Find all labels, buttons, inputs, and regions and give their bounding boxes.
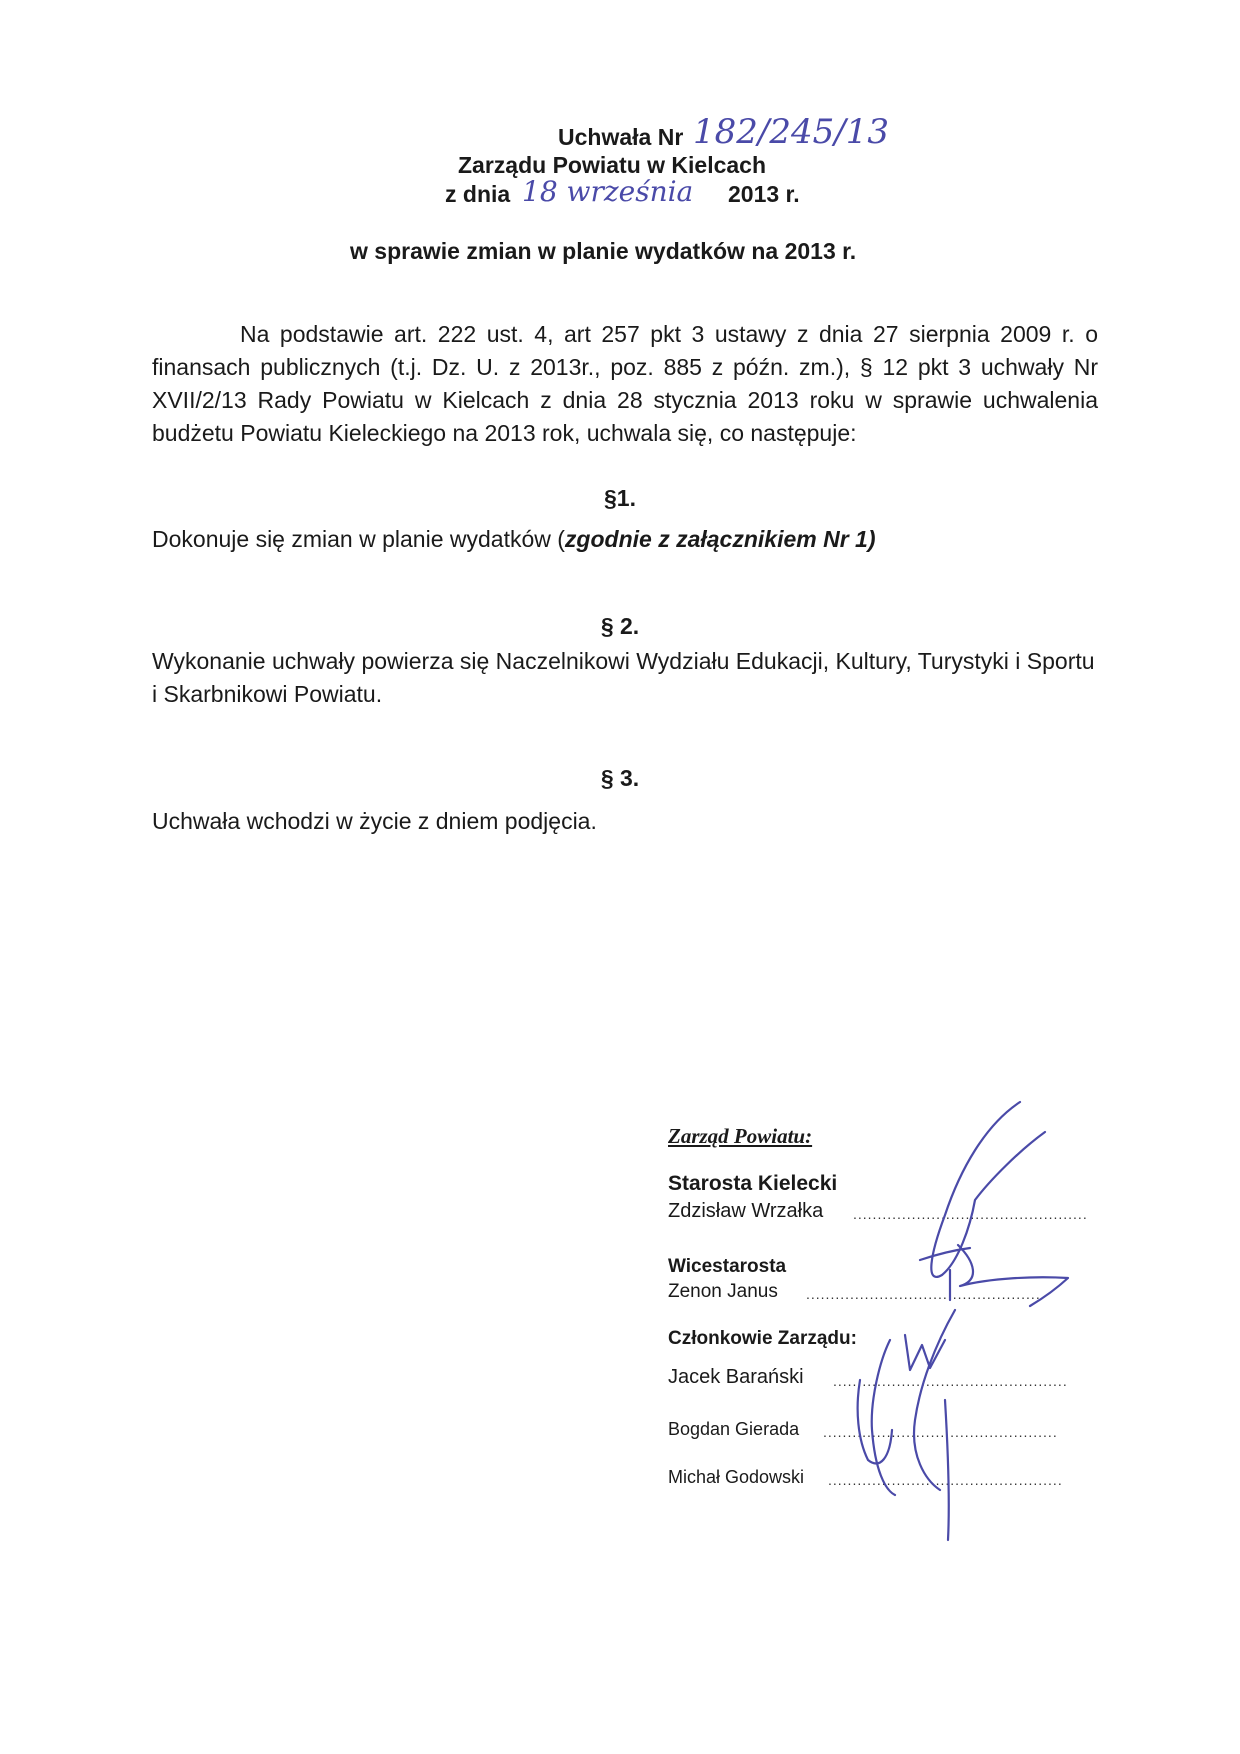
member-name: Jacek Barański: [668, 1366, 804, 1388]
date-year: 2013 r.: [728, 181, 800, 207]
member-signature-line: ................................................: [833, 1373, 1068, 1389]
resolution-number-handwritten: 182/245/13: [693, 112, 889, 152]
date-handwritten: 18 września: [522, 175, 694, 208]
wicestarosta-signature-line: ................................................: [806, 1286, 1041, 1302]
section-1-text: Dokonuje się zmian w planie wydatków (zgodnie z załącznikiem Nr 1): [152, 526, 876, 552]
starosta-signature: [920, 1102, 1045, 1277]
resolution-subject: w sprawie zmian w planie wydatków na 2013 r.: [350, 238, 857, 264]
member-signature-line: ................................................: [823, 1424, 1058, 1440]
member-name: Michał Godowski: [668, 1467, 805, 1487]
date-prefix: z dnia: [445, 181, 511, 207]
starosta-name: Zdzisław Wrzałka: [668, 1200, 824, 1222]
member-name: Bogdan Gierada: [668, 1419, 800, 1439]
section-3-text: Uchwała wchodzi w życie z dniem podjęcia.: [152, 808, 597, 834]
board-name: Zarządu Powiatu w Kielcach: [458, 152, 767, 178]
section-2-number: § 2.: [600, 613, 640, 639]
starosta-role: Starosta Kielecki: [668, 1172, 838, 1195]
members-role: Członkowie Zarządu:: [668, 1328, 857, 1349]
section-1-emphasis: zgodnie z załącznikiem Nr 1): [564, 526, 876, 552]
resolution-label: Uchwała Nr: [558, 124, 684, 150]
section-1-number: §1.: [604, 485, 636, 511]
section-2-text: Wykonanie uchwały powierza się Naczelnikowi Wydziału Edukacji, Kultury, Turystyki i Sportu i Skarbnikowi Powiatu.: [152, 648, 1095, 707]
starosta-signature-line: ................................................: [853, 1206, 1088, 1222]
wicestarosta-role: Wicestarosta: [668, 1256, 787, 1277]
member-signature-line: ................................................: [828, 1472, 1063, 1488]
preamble-text: Na podstawie art. 222 ust. 4, art 257 pkt 3 ustawy z dnia 27 sierpnia 2009 r. o finansach publicznych (t.j. Dz. U. z 2013r., poz. 885 z późn. zm.), § 12 pkt 3 uchwały Nr XVII/2/13 Rady Powiatu w Kielcach z dnia 28 stycznia 2013 roku w sprawie uchwalenia budżetu Powiatu Kieleckiego na 2013 rok, uchwala się, co następuje:: [152, 321, 1098, 446]
section-3-number: § 3.: [600, 765, 640, 791]
signature-heading: Zarząd Powiatu:: [668, 1124, 813, 1148]
wicestarosta-name: Zenon Janus: [668, 1281, 778, 1302]
